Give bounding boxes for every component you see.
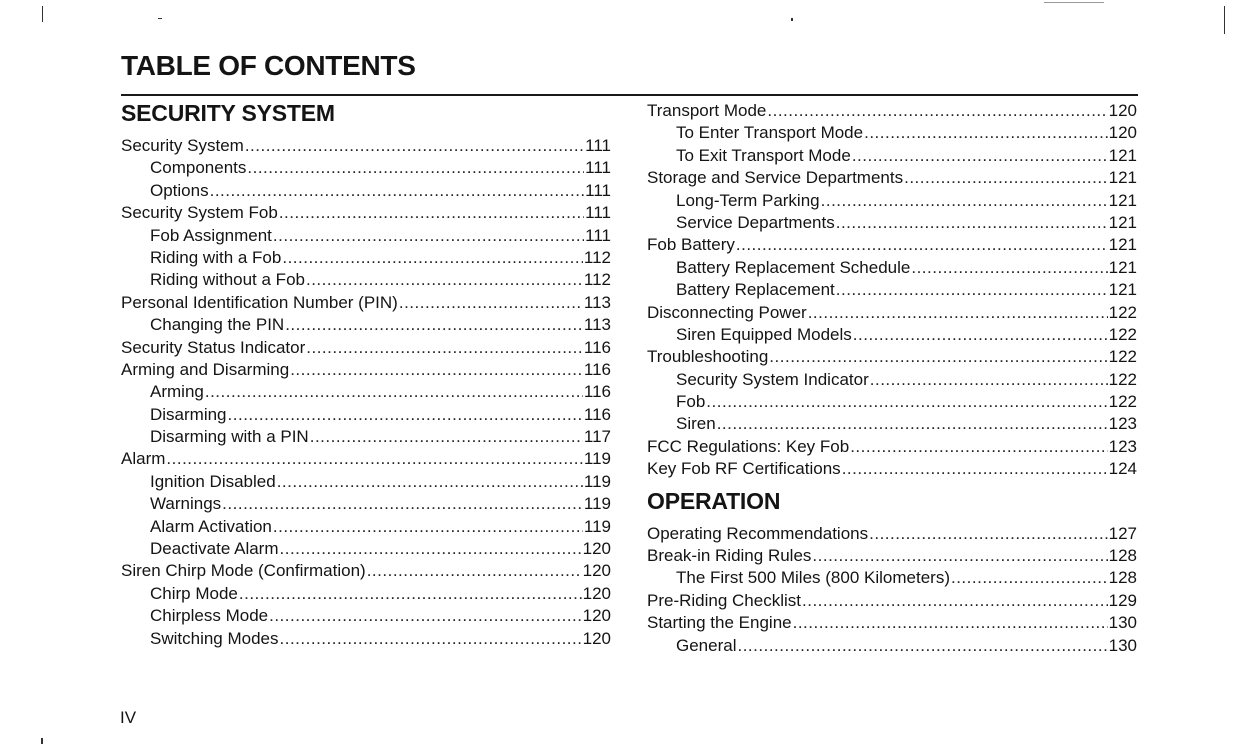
toc-entry-label: Fob Battery [647, 235, 735, 255]
toc-entry-page: 122 [1108, 302, 1137, 322]
toc-entry[interactable] [647, 257, 1137, 279]
toc-entry[interactable] [647, 302, 1137, 324]
toc-entry-page: 120 [582, 583, 611, 603]
toc-entry[interactable] [121, 314, 611, 336]
toc-entry-page: 111 [585, 158, 611, 178]
toc-entry-page: 130 [1108, 635, 1137, 655]
toc-entry-page: 119 [583, 449, 611, 469]
dot-leader [904, 167, 1108, 189]
toc-entry-label: Arming [150, 382, 204, 402]
toc-entry-page: 111 [585, 225, 611, 245]
toc-entry[interactable] [121, 202, 611, 224]
toc-entry-page: 130 [1108, 613, 1137, 633]
left-column [121, 96, 611, 650]
dot-leader [769, 346, 1107, 368]
dot-leader [290, 359, 583, 381]
toc-entry-label: Warnings [150, 494, 222, 514]
toc-entry-label: Transport Mode [647, 101, 767, 120]
toc-entry-page: 121 [1108, 145, 1137, 165]
toc-entry-label: Riding without a Fob [150, 270, 305, 290]
toc-entry-label: Disarming with a PIN [150, 427, 309, 447]
toc-entry[interactable] [121, 493, 611, 515]
dot-leader [306, 269, 583, 291]
toc-entry[interactable] [647, 279, 1137, 301]
left-toc-list [121, 135, 611, 650]
dot-leader [821, 190, 1108, 212]
dot-leader [812, 545, 1107, 567]
toc-entry-label: Security System Indicator [676, 369, 869, 389]
dot-leader [802, 590, 1108, 612]
toc-entry[interactable] [647, 590, 1137, 612]
toc-entry[interactable] [647, 145, 1137, 167]
toc-entry-page: 123 [1108, 436, 1137, 456]
toc-entry-page: 116 [583, 337, 611, 357]
dot-leader [869, 523, 1108, 545]
toc-entry-page: 112 [583, 247, 611, 267]
toc-entry-page: 122 [1108, 392, 1137, 412]
toc-entry-page: 113 [583, 292, 611, 312]
toc-entry-label: Break-in Riding Rules [647, 546, 812, 566]
toc-entry[interactable] [647, 523, 1137, 545]
dot-leader [285, 314, 583, 336]
toc-entry-page: 121 [1108, 168, 1137, 188]
toc-entry[interactable] [121, 448, 611, 470]
right-column [647, 100, 1137, 657]
toc-entry[interactable] [647, 324, 1137, 346]
toc-entry-page: 120 [582, 628, 611, 648]
toc-entry-page: 119 [583, 516, 611, 536]
dot-leader [853, 324, 1108, 346]
toc-entry-label: Security System [121, 136, 244, 155]
toc-entry-label: Chirpless Mode [150, 606, 269, 626]
toc-entry-page: 119 [583, 471, 611, 491]
dot-leader [277, 471, 583, 493]
toc-entry-page: 121 [1108, 280, 1137, 300]
toc-entry-label: Options [150, 180, 209, 200]
dot-leader [166, 448, 582, 470]
toc-entry[interactable] [121, 359, 611, 381]
toc-entry-page: 120 [1108, 101, 1137, 120]
right-toc-list [647, 100, 1137, 481]
toc-entry-label: Service Departments [676, 212, 835, 232]
dot-leader [269, 605, 582, 627]
dot-leader [280, 628, 582, 650]
scan-mark [1224, 6, 1225, 34]
dot-leader [310, 426, 583, 448]
toc-entry[interactable] [121, 538, 611, 560]
dot-leader [850, 436, 1107, 458]
toc-entry-page: 120 [582, 606, 611, 626]
dot-leader [306, 337, 583, 359]
toc-entry-label: Chirp Mode [150, 583, 238, 603]
toc-entry-page: 111 [585, 180, 611, 200]
page-number: IV [120, 708, 137, 727]
toc-entry[interactable] [647, 612, 1137, 634]
toc-entry-label: To Enter Transport Mode [676, 123, 864, 143]
toc-entry-label: Long-Term Parking [676, 190, 820, 210]
toc-entry-page: 122 [1108, 347, 1137, 367]
toc-entry-label: Alarm Activation [150, 516, 272, 536]
toc-entry[interactable] [121, 337, 611, 359]
operation-toc-list [647, 523, 1137, 657]
toc-entry[interactable] [647, 346, 1137, 368]
toc-entry[interactable] [121, 605, 611, 627]
toc-entry[interactable] [121, 135, 611, 157]
toc-entry-page: 123 [1108, 414, 1137, 434]
dot-leader [911, 257, 1107, 279]
toc-entry-page: 121 [1108, 235, 1137, 255]
toc-entry-page: 121 [1108, 212, 1137, 232]
toc-entry[interactable] [121, 516, 611, 538]
toc-entry[interactable] [121, 426, 611, 448]
toc-entry-label: Starting the Engine [647, 613, 792, 633]
toc-entry-page: 120 [1108, 123, 1137, 143]
toc-entry-label: Disconnecting Power [647, 302, 807, 322]
toc-entry[interactable] [647, 391, 1137, 413]
toc-entry[interactable] [647, 167, 1137, 189]
toc-entry-page: 111 [585, 136, 611, 155]
dot-leader [736, 234, 1108, 256]
toc-entry-page: 128 [1108, 568, 1137, 588]
dot-leader [205, 381, 583, 403]
toc-entry-label: Security Status Indicator [121, 337, 306, 357]
dot-leader [842, 458, 1108, 480]
dot-leader [280, 538, 582, 560]
toc-entry[interactable] [121, 269, 611, 291]
toc-entry-page: 128 [1108, 546, 1137, 566]
toc-entry[interactable] [121, 157, 611, 179]
toc-entry-page: 112 [583, 270, 611, 290]
toc-entry[interactable] [647, 190, 1137, 212]
toc-entry-page: 124 [1108, 459, 1137, 479]
scan-mark [42, 6, 43, 22]
dot-leader [706, 391, 1107, 413]
toc-entry-label: Key Fob RF Certifications [647, 459, 841, 479]
toc-entry-page: 122 [1108, 324, 1137, 344]
toc-entry[interactable] [121, 583, 611, 605]
toc-entry-page: 120 [582, 561, 611, 581]
toc-entry-label: To Exit Transport Mode [676, 145, 851, 165]
toc-entry-page: 121 [1108, 257, 1137, 277]
dot-leader [767, 100, 1107, 122]
toc-entry[interactable] [647, 212, 1137, 234]
toc-entry-label: Troubleshooting [647, 347, 769, 367]
toc-entry[interactable] [647, 436, 1137, 458]
toc-entry-label: Riding with a Fob [150, 247, 282, 267]
toc-entry-label: Personal Identification Number (PIN) [121, 292, 398, 312]
toc-entry[interactable] [647, 458, 1137, 480]
toc-entry[interactable] [121, 225, 611, 247]
dot-leader [228, 404, 583, 426]
toc-entry-page: 116 [583, 382, 611, 402]
toc-entry-label: Fob Assignment [150, 225, 272, 245]
toc-entry-page: 113 [583, 315, 611, 335]
dot-leader [717, 413, 1108, 435]
toc-entry[interactable] [647, 545, 1137, 567]
dot-leader [210, 180, 585, 202]
toc-entry[interactable] [121, 247, 611, 269]
toc-entry[interactable] [121, 471, 611, 493]
scan-mark [158, 18, 162, 19]
dot-leader [793, 612, 1108, 634]
dot-leader [273, 516, 583, 538]
toc-entry-label: Storage and Service Departments [647, 168, 904, 188]
toc-entry-label: Pre-Riding Checklist [647, 590, 801, 610]
toc-entry-label: Arming and Disarming [121, 359, 290, 379]
dot-leader [864, 122, 1108, 144]
dot-leader [399, 292, 583, 314]
toc-entry-label: Fob [676, 392, 706, 412]
toc-entry-label: Deactivate Alarm [150, 539, 279, 559]
dot-leader [951, 567, 1108, 589]
toc-entry-label: Operating Recommendations [647, 523, 869, 543]
operation-heading: OPERATION [647, 487, 781, 514]
toc-entry-label: Changing the PIN [150, 315, 285, 335]
toc-entry-page: 119 [583, 494, 611, 514]
scan-mark [1044, 2, 1104, 3]
toc-entry[interactable] [121, 292, 611, 314]
toc-entry[interactable] [647, 369, 1137, 391]
toc-entry-page: 116 [583, 404, 611, 424]
dot-leader [836, 279, 1108, 301]
scan-mark [791, 18, 793, 21]
toc-entry-page: 111 [585, 203, 611, 223]
dot-leader [282, 247, 583, 269]
scan-mark [41, 738, 43, 744]
dot-leader [836, 212, 1108, 234]
dot-leader [852, 145, 1108, 167]
dot-leader [367, 560, 582, 582]
dot-leader [247, 157, 584, 179]
toc-entry[interactable] [121, 180, 611, 202]
toc-entry-label: The First 500 Miles (800 Kilometers) [676, 568, 950, 588]
toc-entry-label: Components [150, 158, 247, 178]
toc-entry[interactable] [121, 381, 611, 403]
toc-entry-label: Switching Modes [150, 628, 279, 648]
page-title: TABLE OF CONTENTS [121, 50, 416, 81]
toc-entry-page: 116 [583, 359, 611, 379]
toc-entry-label: General [676, 635, 737, 655]
toc-entry-page: 117 [583, 427, 611, 447]
toc-entry[interactable] [647, 567, 1137, 589]
toc-entry-page: 120 [582, 539, 611, 559]
toc-entry[interactable] [647, 413, 1137, 435]
dot-leader [222, 493, 583, 515]
toc-entry-page: 121 [1108, 190, 1137, 210]
toc-entry-label: Disarming [150, 404, 227, 424]
toc-entry-label: Battery Replacement Schedule [676, 257, 911, 277]
dot-leader [239, 583, 582, 605]
dot-leader [279, 202, 584, 224]
toc-entry-label: Ignition Disabled [150, 471, 276, 491]
dot-leader [273, 225, 584, 247]
toc-entry[interactable] [647, 100, 1137, 122]
toc-entry[interactable] [647, 122, 1137, 144]
toc-entry-page: 122 [1108, 369, 1137, 389]
toc-entry-page: 127 [1108, 523, 1137, 543]
dot-leader [808, 302, 1108, 324]
dot-leader [737, 635, 1107, 657]
security-system-heading: SECURITY SYSTEM [121, 100, 335, 126]
toc-entry-label: Security System Fob [121, 203, 278, 223]
toc-entry[interactable] [121, 628, 611, 650]
dot-leader [870, 369, 1108, 391]
toc-entry-label: Siren [676, 414, 716, 434]
toc-entry[interactable] [121, 560, 611, 582]
dot-leader [245, 135, 584, 157]
toc-entry[interactable] [647, 234, 1137, 256]
toc-entry[interactable] [647, 635, 1137, 657]
toc-entry-label: Siren Chirp Mode (Confirmation) [121, 561, 366, 581]
toc-entry-label: Alarm [121, 449, 166, 469]
toc-entry-label: FCC Regulations: Key Fob [647, 436, 850, 456]
toc-entry-label: Battery Replacement [676, 280, 835, 300]
toc-entry-page: 129 [1108, 590, 1137, 610]
toc-entry[interactable] [121, 404, 611, 426]
toc-entry-label: Siren Equipped Models [676, 324, 852, 344]
